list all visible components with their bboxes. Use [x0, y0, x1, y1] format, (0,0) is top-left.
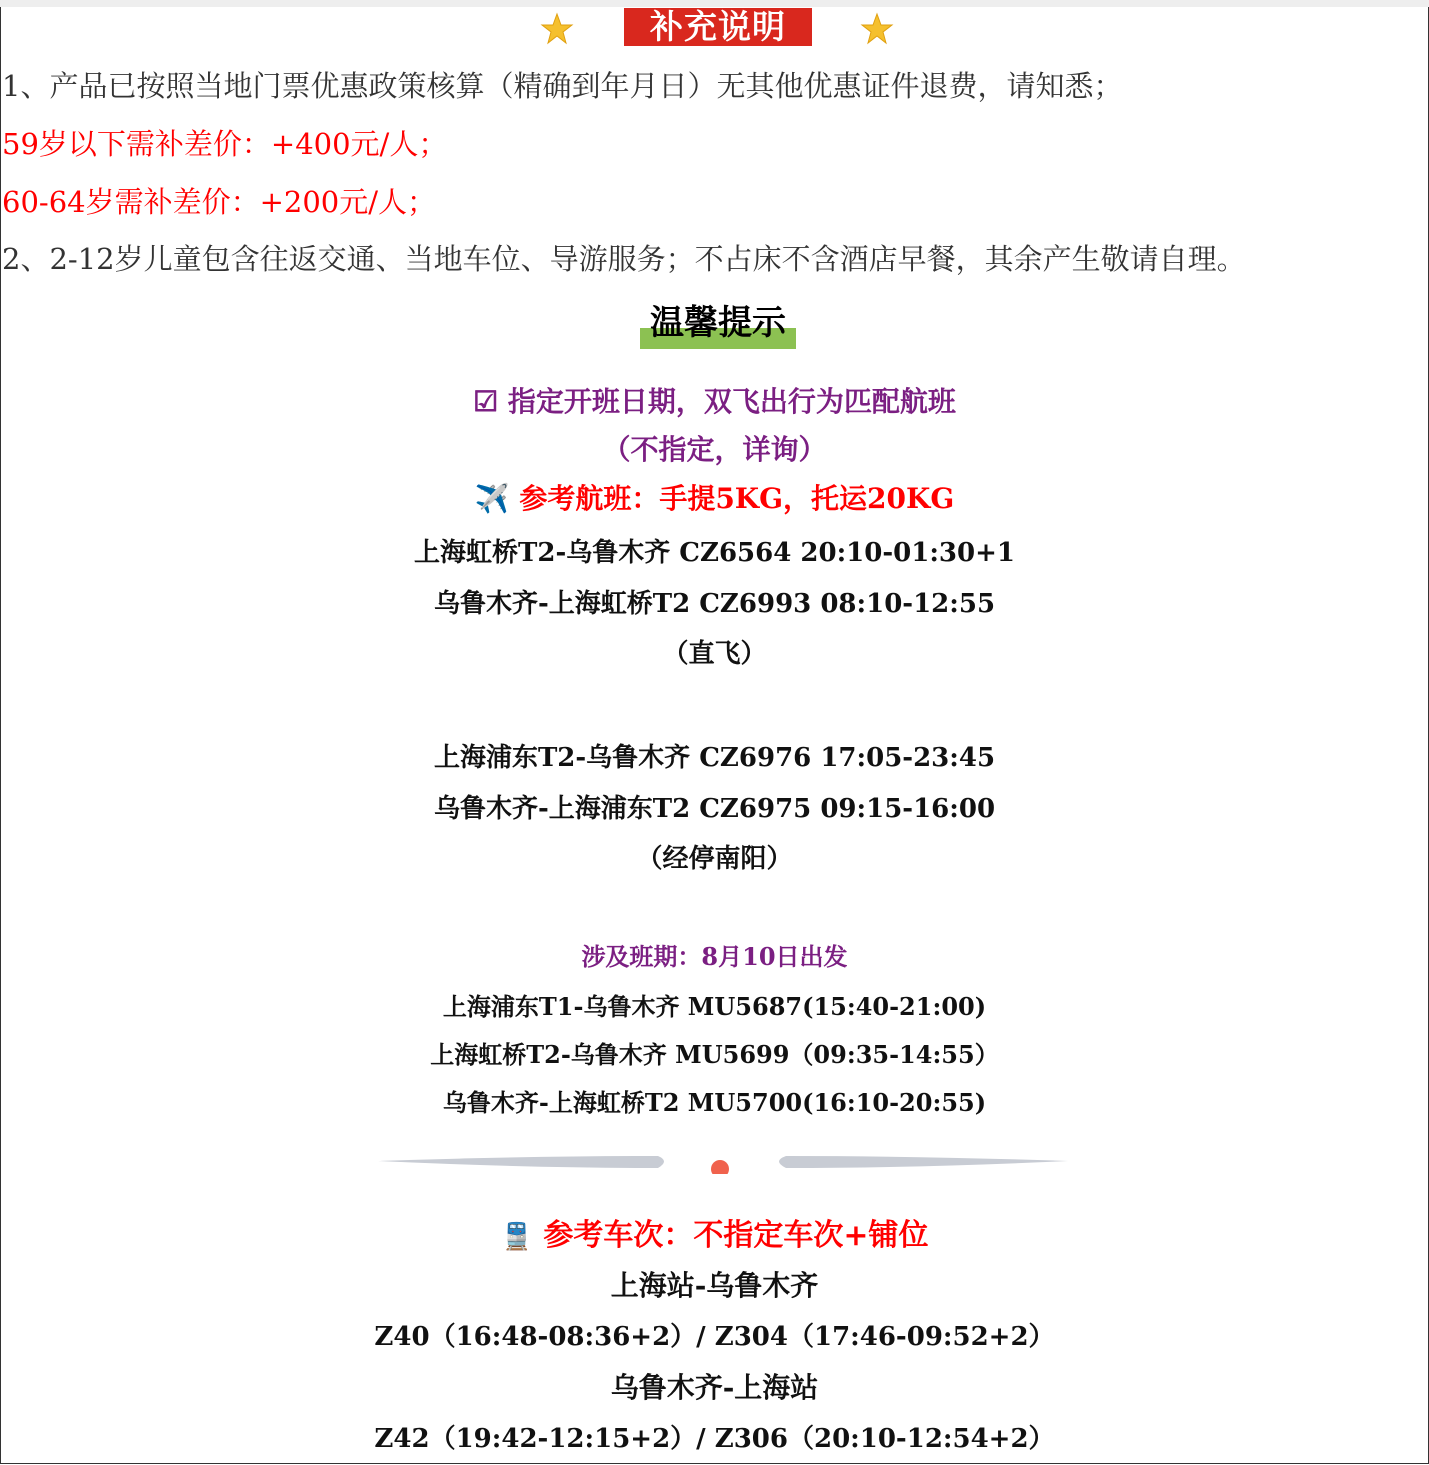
train-reference: [0, 1210, 1429, 1254]
schedule-line-1-text: 指定开班日期，双飞出行为匹配航班: [507, 385, 956, 418]
flight-a-2: 乌鲁木齐-上海虹桥T2 CZ6993 08:10-12:55: [433, 589, 996, 619]
supplement-line-4: 2、2-12岁儿童包含往返交通、当地车位、导游服务；不占床不含酒店早餐，其余产生敬请自理。: [2, 242, 1246, 276]
star-icon-left: [540, 12, 574, 46]
flight-reference: [0, 477, 1429, 517]
schedule-note: 涉及班期：8月10日出发: [581, 942, 848, 971]
supplement-line-3: 60-64岁需补差价：+200元/人；: [2, 185, 437, 219]
train-times-2: Z42（19:42-12:15+2）/ Z306（20:10-12:54+2）: [374, 1424, 1055, 1454]
flight-reference-text: 参考航班：手提5KG，托运20KG: [519, 482, 955, 515]
section-divider: [378, 1150, 1068, 1174]
flight-c-1: 上海浦东T1-乌鲁木齐 MU5687(15:40-21:00): [442, 992, 987, 1021]
top-scrollbar-strip: [0, 0, 1429, 7]
flight-b-1: 上海浦东T2-乌鲁木齐 CZ6976 17:05-23:45: [433, 743, 996, 773]
tips-title-block: [640, 300, 796, 350]
star-icon-right: [860, 12, 894, 46]
checkbox-icon: ☑: [473, 385, 499, 418]
airplane-icon: ✈️: [474, 482, 510, 515]
train-times-1: Z40（16:48-08:36+2）/ Z304（17:46-09:52+2）: [374, 1322, 1055, 1352]
flight-c-3: 乌鲁木齐-上海虹桥T2 MU5700(16:10-20:55): [442, 1088, 987, 1117]
supplement-line-1: 1、产品已按照当地门票优惠政策核算（精确到年月日）无其他优惠证件退费，请知悉；: [2, 69, 1123, 103]
train-reference-text: 参考车次：不指定车次+铺位: [543, 1218, 929, 1253]
tips-title: 温馨提示: [650, 303, 786, 343]
train-route-2: 乌鲁木齐-上海站: [610, 1371, 819, 1404]
schedule-line-2: （不指定，详询）: [602, 433, 827, 466]
flight-b-2: 乌鲁木齐-上海浦东T2 CZ6975 09:15-16:00: [433, 794, 996, 824]
supplement-line-2: 59岁以下需补差价：+400元/人；: [2, 127, 448, 161]
supplement-title: 补充说明: [624, 8, 812, 46]
schedule-line-1: [0, 380, 1429, 420]
flight-b-note: （经停南阳）: [636, 844, 793, 874]
flight-a-1: 上海虹桥T2-乌鲁木齐 CZ6564 20:10-01:30+1: [414, 538, 1015, 568]
train-route-1: 上海站-乌鲁木齐: [610, 1269, 819, 1302]
train-icon: 🚆: [500, 1222, 533, 1252]
flight-c-2: 上海虹桥T2-乌鲁木齐 MU5699（09:35-14:55）: [430, 1040, 999, 1069]
flight-a-note: （直飞）: [662, 639, 767, 669]
